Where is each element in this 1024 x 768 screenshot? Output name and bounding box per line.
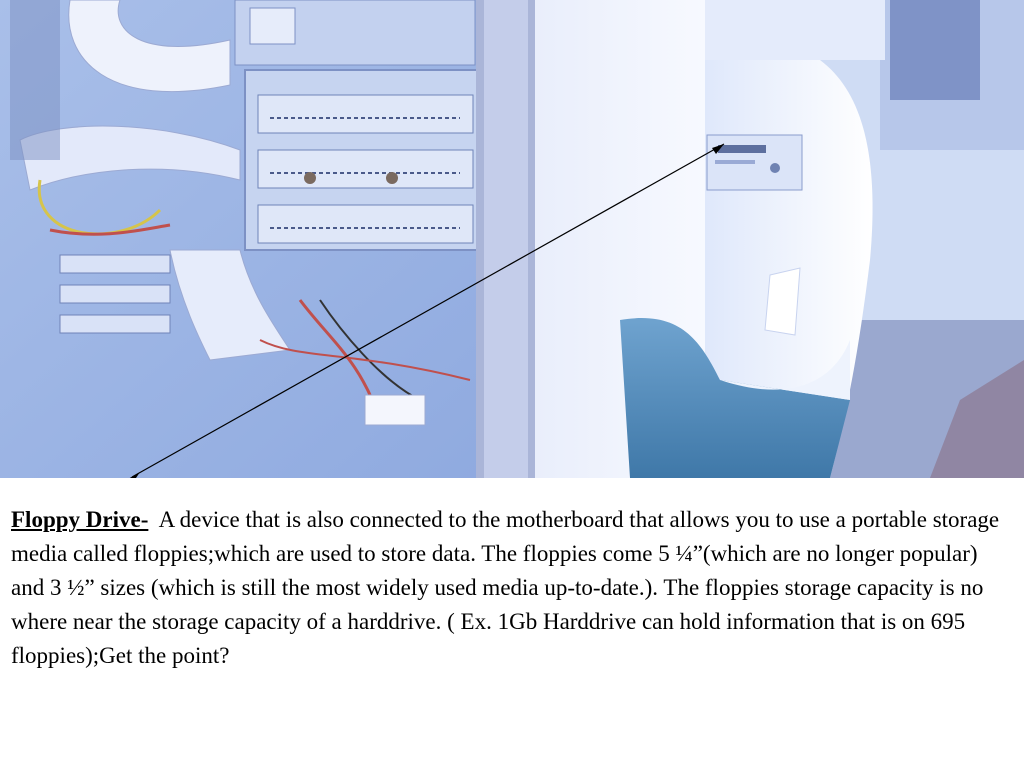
floppy-drive-description bbox=[11, 503, 1011, 673]
term-heading: Floppy Drive- bbox=[11, 507, 149, 532]
description-text: A device that is also connected to the motherboard that allows you to use a portable storage media called floppies;which are used to store data. The floppies come 5 ¼”(which are no longer popular) and 3 ½” sizes (which is still the most widely used media up-to-date.). The floppies storage capacity is no where near the storage capacity of a harddrive. ( Ex. 1Gb Harddrive can hold information that is on 695 floppies);Get the point? bbox=[11, 507, 1000, 668]
